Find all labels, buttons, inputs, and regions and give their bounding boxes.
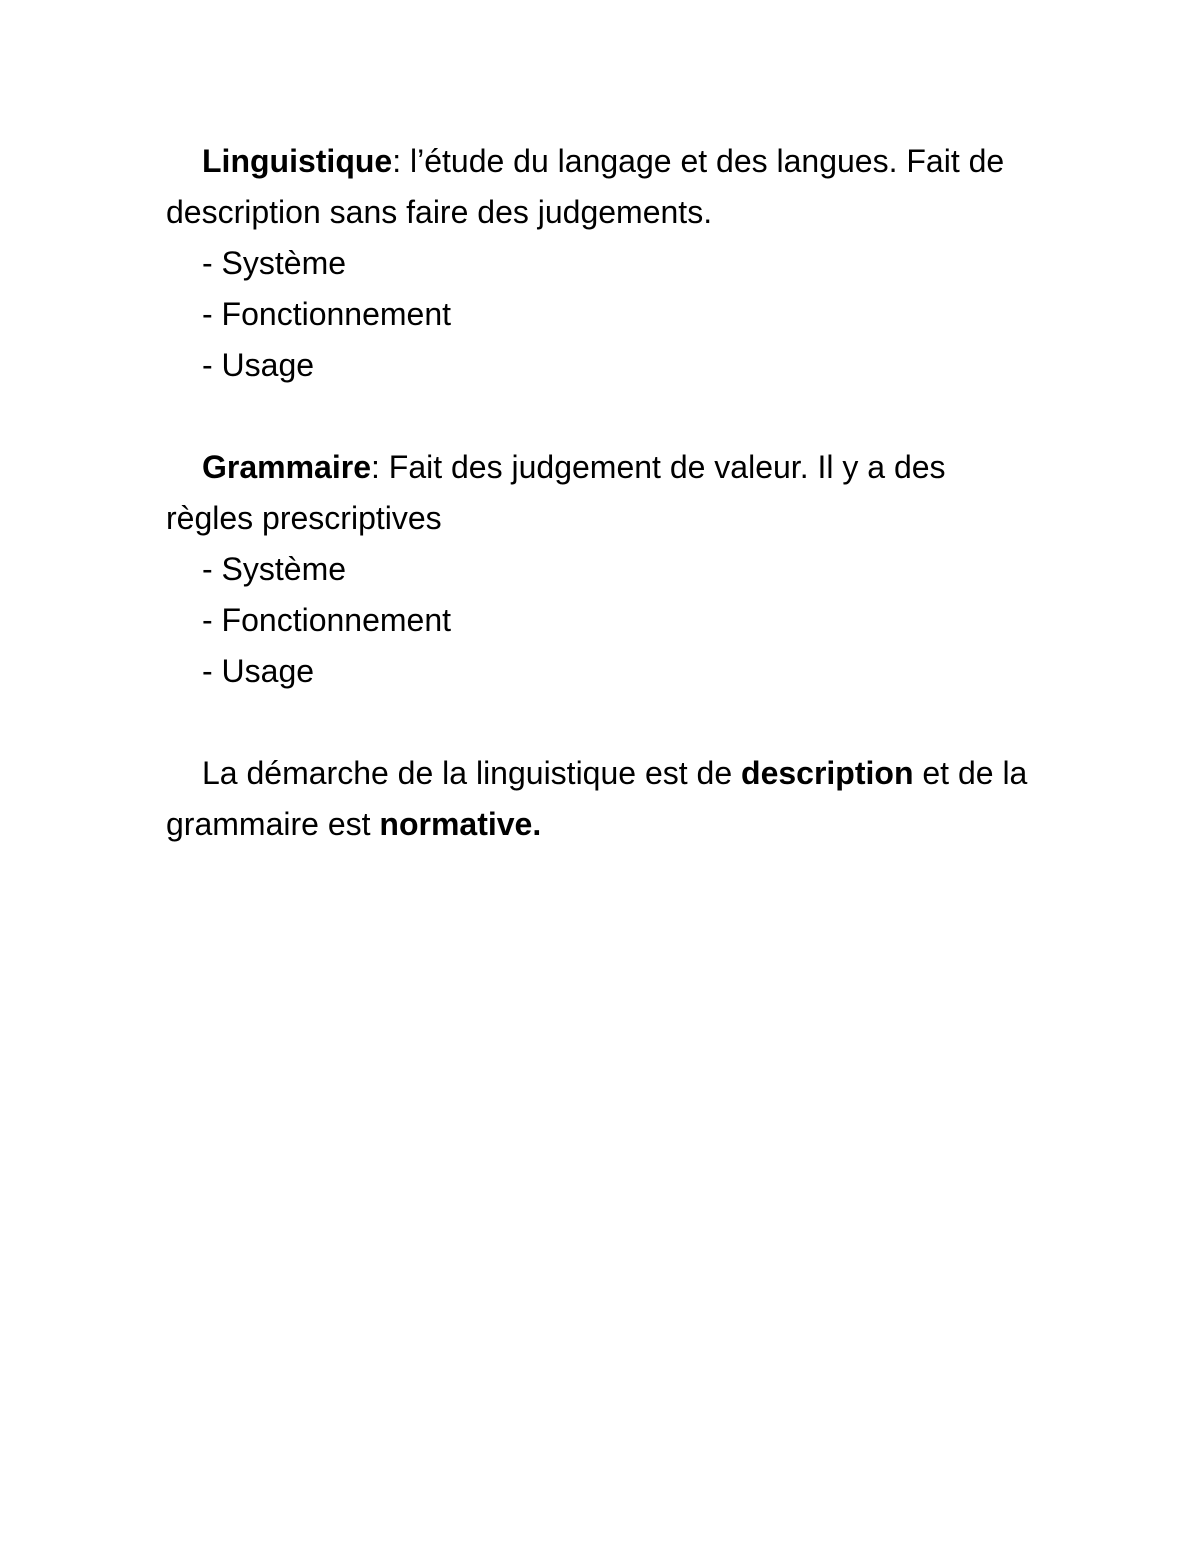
conclusion-bold-normative: normative. (379, 806, 542, 842)
grammaire-term: Grammaire (202, 449, 371, 485)
linguistique-term: Linguistique (202, 143, 393, 179)
list-item: - Fonctionnement (202, 296, 452, 332)
conclusion-bold-description: description (741, 755, 914, 791)
list-item: - Système (202, 245, 347, 281)
linguistique-definition-text: : l’étude du langage et des langues. Fait de description sans faire des judgements. (166, 143, 1005, 230)
spacer (166, 391, 1036, 442)
grammaire-definition-text: : Fait des judgement de valeur. Il y a des règles prescriptives (166, 449, 946, 536)
grammaire-definition (166, 442, 1036, 544)
list-item: - Usage (202, 653, 315, 689)
list-item: - Usage (202, 347, 315, 383)
grammaire-list (166, 544, 1036, 697)
conclusion-text: et de la grammaire est (166, 755, 1028, 842)
linguistique-definition (166, 136, 1036, 238)
spacer (166, 697, 1036, 748)
list-item: - Système (202, 551, 347, 587)
linguistique-list (166, 238, 1036, 391)
conclusion-text: La démarche de la linguistique est de (202, 755, 742, 791)
document-body (166, 136, 1036, 850)
conclusion-paragraph (166, 748, 1036, 850)
list-item: - Fonctionnement (202, 602, 452, 638)
